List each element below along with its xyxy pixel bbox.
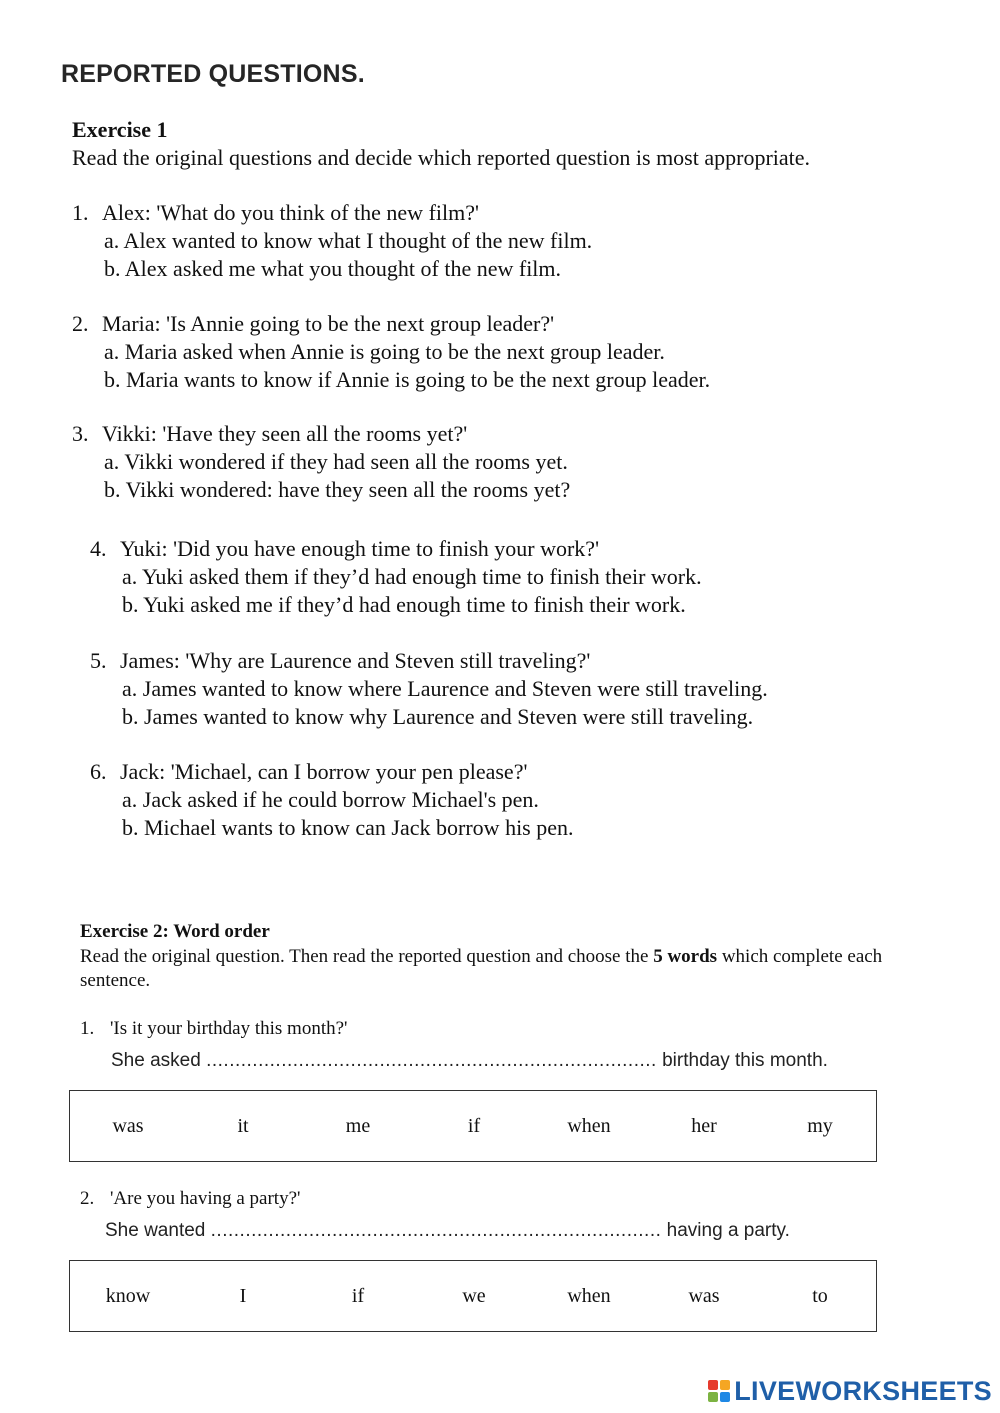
word-bank-1 <box>69 1090 877 1162</box>
word-choice[interactable]: I <box>239 1285 247 1307</box>
word-order-question-1: 1. 'Is it your birthday this month?' <box>80 1018 348 1039</box>
question-3: 3. Vikki: 'Have they seen all the rooms yet?' <box>72 421 468 446</box>
liveworksheets-logo-icon <box>708 1380 730 1402</box>
word-choice[interactable]: me <box>345 1115 371 1137</box>
page-title: REPORTED QUESTIONS. <box>61 60 365 88</box>
word-choice[interactable]: to <box>812 1285 828 1307</box>
question-2-option-b[interactable]: b. Maria wants to know if Annie is going to be the next group leader. <box>104 367 711 392</box>
word-choice[interactable]: when <box>567 1285 611 1307</box>
question-2: 2. Maria: 'Is Annie going to be the next group leader?' <box>72 311 555 336</box>
word-choice[interactable]: her <box>691 1115 717 1137</box>
question-6-option-b[interactable]: b. Michael wants to know can Jack borrow his pen. <box>122 815 574 840</box>
liveworksheets-logo <box>708 1375 992 1407</box>
question-4-option-a[interactable]: a. Yuki asked them if they’d had enough time to finish their work. <box>122 564 702 589</box>
word-order-sentence-1: She asked .............................................................................. birthday this month. <box>111 1050 828 1071</box>
question-4-option-b[interactable]: b. Yuki asked me if they’d had enough time to finish their work. <box>122 592 686 617</box>
answer-blank-2[interactable]: .............................................................................. <box>210 1220 662 1241</box>
question-6: 6. Jack: 'Michael, can I borrow your pen please?' <box>90 759 528 784</box>
question-6-option-a[interactable]: a. Jack asked if he could borrow Michael's pen. <box>122 787 539 812</box>
word-choice[interactable]: if <box>467 1115 481 1137</box>
exercise-2-instruction: Read the original question. Then read the reported question and choose the 5 words which complete each sentence. <box>80 946 883 991</box>
exercise-1-instruction: Read the original questions and decide which reported question is most appropriate. <box>72 145 811 170</box>
word-choice[interactable]: was <box>112 1115 144 1137</box>
word-choice[interactable]: it <box>237 1115 249 1137</box>
question-5-option-b[interactable]: b. James wanted to know why Laurence and Steven were still traveling. <box>122 704 754 729</box>
word-order-sentence-2: She wanted .............................................................................. having a party. <box>105 1220 790 1241</box>
word-choice[interactable]: if <box>351 1285 365 1307</box>
liveworksheets-logo-text: LIVEWORKSHEETS <box>734 1375 992 1406</box>
question-1-option-a[interactable]: a. Alex wanted to know what I thought of the new film. <box>104 228 593 253</box>
exercise-1-heading: Exercise 1 <box>72 117 168 142</box>
question-5: 5. James: 'Why are Laurence and Steven still traveling?' <box>90 648 591 673</box>
question-1-option-b[interactable]: b. Alex asked me what you thought of the new film. <box>104 256 562 281</box>
question-4: 4. Yuki: 'Did you have enough time to finish your work?' <box>90 536 600 561</box>
question-3-option-b[interactable]: b. Vikki wondered: have they seen all the rooms yet? <box>104 477 571 502</box>
word-order-question-2: 2. 'Are you having a party?' <box>80 1188 301 1209</box>
answer-blank-1[interactable]: .............................................................................. <box>206 1050 657 1071</box>
question-3-option-a[interactable]: a. Vikki wondered if they had seen all the rooms yet. <box>104 449 568 474</box>
word-choice[interactable]: my <box>807 1115 833 1137</box>
question-5-option-a[interactable]: a. James wanted to know where Laurence and Steven were still traveling. <box>122 676 768 701</box>
exercise-2-heading: Exercise 2: Word order <box>80 921 270 942</box>
question-2-option-a[interactable]: a. Maria asked when Annie is going to be the next group leader. <box>104 339 665 364</box>
word-choice[interactable]: we <box>462 1285 486 1307</box>
word-choice[interactable]: know <box>105 1285 151 1307</box>
question-1: 1. Alex: 'What do you think of the new film?' <box>72 200 479 225</box>
word-choice[interactable]: when <box>567 1115 611 1137</box>
word-bank-2 <box>69 1260 877 1332</box>
word-choice[interactable]: was <box>688 1285 720 1307</box>
